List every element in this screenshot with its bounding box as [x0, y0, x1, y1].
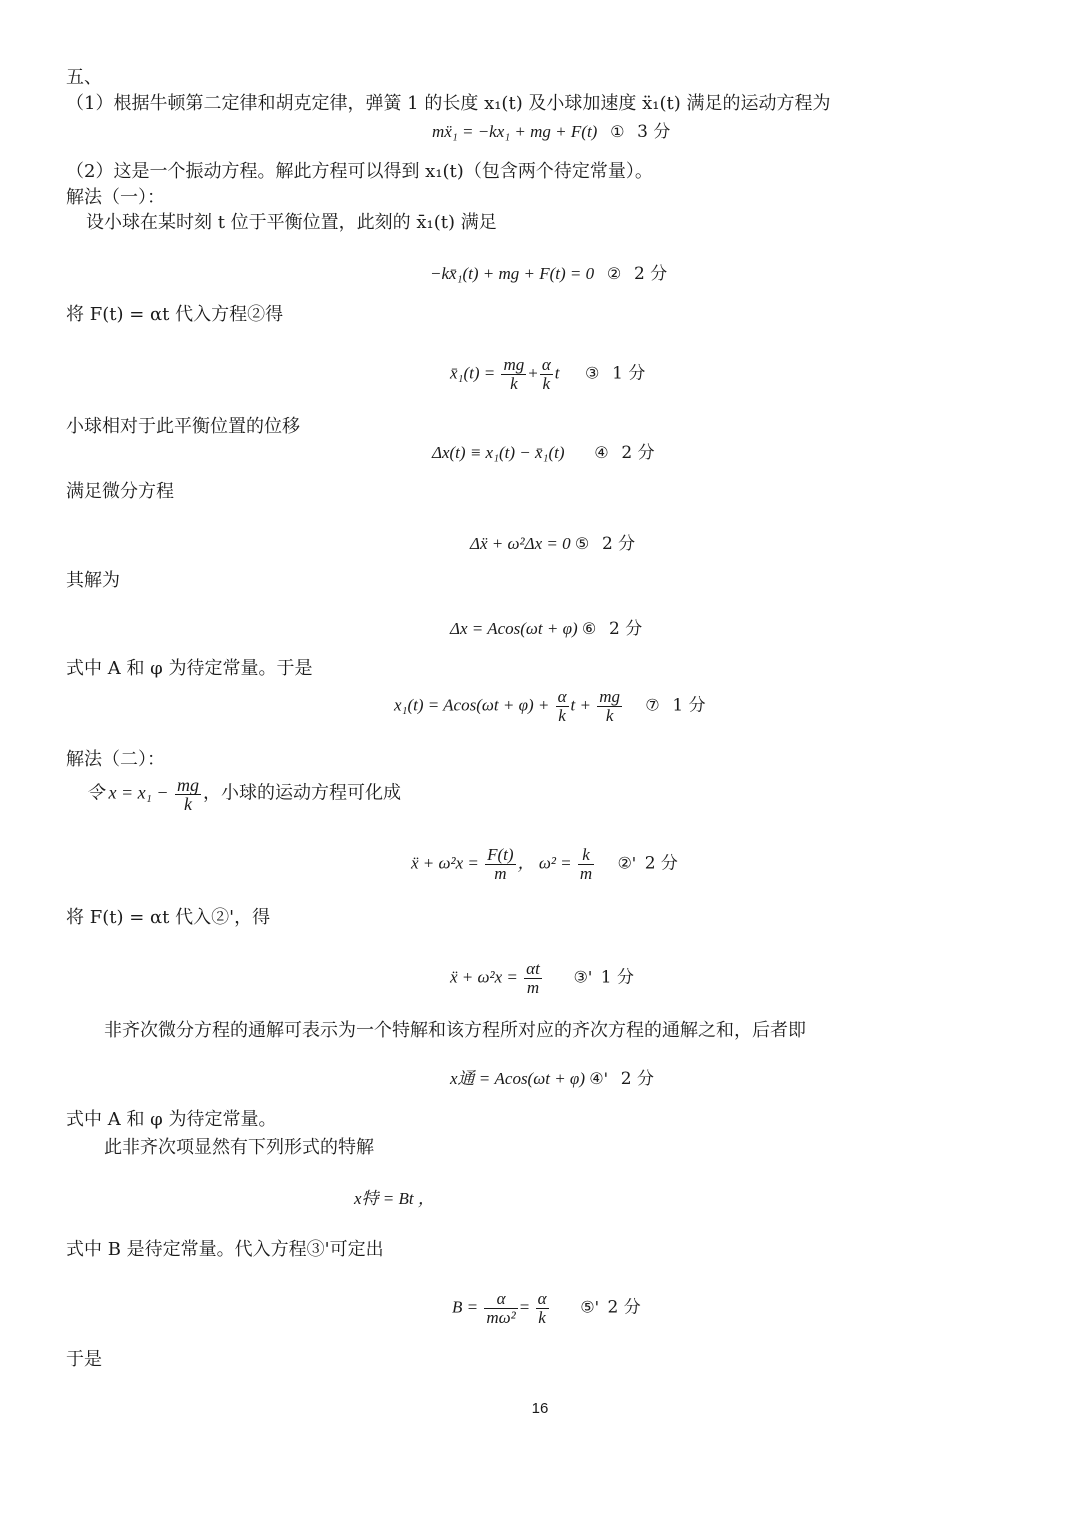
method1-diffeq-label: 满足微分方程 — [66, 481, 174, 502]
equation-4: Δx(t) ≡ x₁(t) − x̄₁(t) ④ 2 分 — [432, 443, 655, 463]
method2-constants: 式中 A 和 φ 为待定常量。 — [66, 1109, 277, 1130]
equation-5-prime: B = $\frac{\alpha}{\text{mω²}}$ = $\frac{\alpha}{k}$ ⑤' 2 分 — [452, 1289, 641, 1327]
equation-4-prime: x通 = Acos(ωt + φ) ④' 2 分 — [450, 1069, 654, 1089]
method1-title: 解法（一）： — [66, 187, 165, 208]
equation-1: mẍ₁ = −kx₁ + mg + F(t) ① 3 分 — [432, 122, 671, 142]
method1-constants: 式中 A 和 φ 为待定常量。于是 — [66, 658, 313, 679]
page-number: 16 — [531, 1400, 549, 1417]
equation-6: Δx = Acos(ωt + φ) ⑥ 2 分 — [450, 619, 643, 639]
equation-3-prime: ẍ + ω²x = $\frac{\alpha t}{m}$ ③' 1 分 — [450, 959, 635, 997]
method2-particular-intro: 此非齐次项显然有下列形式的特解 — [104, 1137, 374, 1158]
equation-7: x₁(t) = Acos(ωt + φ) + $\frac{\alpha}{k}$ t + $\frac{mg}{k}$ ⑦ 1 分 — [394, 687, 706, 725]
equation-3: x̄₁(t) = $\frac{mg}{k}$ + $\frac{\alpha}{k}$ t ③ 1 分 — [450, 355, 646, 393]
method2-b-constant: 式中 B 是待定常量。代入方程③'可定出 — [66, 1239, 384, 1260]
equation-2-prime: ẍ + ω²x = $\frac{F(t)}{m}$ ， ω² = $\frac{k}{m}$ ②' 2 分 — [411, 845, 678, 883]
method1-intro: 设小球在某时刻 t 位于平衡位置，此刻的 x̄₁(t) 满足 — [86, 212, 497, 233]
equation-particular: x特 = Bt ， — [354, 1189, 435, 1208]
section-number: 五、 — [66, 67, 102, 88]
method2-general-solution: 非齐次微分方程的通解可表示为一个特解和该方程所对应的齐次方程的通解之和，后者即 — [104, 1020, 806, 1041]
part2-text: （2）这是一个振动方程。解此方程可以得到 x₁(t)（包含两个待定常量）。 — [66, 161, 653, 182]
equation-2: −kx̄₁(t) + mg + F(t) = 0 ② 2 分 — [430, 264, 668, 284]
equation-5: Δẍ + ω²Δx = 0 ⑤ 2 分 — [470, 534, 636, 554]
method1-substitute: 将 F(t) = αt 代入方程②得 — [66, 304, 284, 325]
method2-conclusion: 于是 — [66, 1349, 102, 1370]
method2-let: 令 x = x₁ − $\frac{mg}{k}$ ，小球的运动方程可化成 — [86, 775, 402, 814]
method1-solution-label: 其解为 — [66, 570, 120, 591]
part1-text: （1）根据牛顿第二定律和胡克定律，弹簧 1 的长度 x₁(t) 及小球加速度 ẍ₁(t) 满足的运动方程为 — [66, 93, 831, 114]
method1-displacement: 小球相对于此平衡位置的位移 — [66, 416, 300, 437]
method2-substitute: 将 F(t) = αt 代入②'，得 — [66, 907, 271, 928]
method2-title: 解法（二）： — [66, 749, 165, 770]
